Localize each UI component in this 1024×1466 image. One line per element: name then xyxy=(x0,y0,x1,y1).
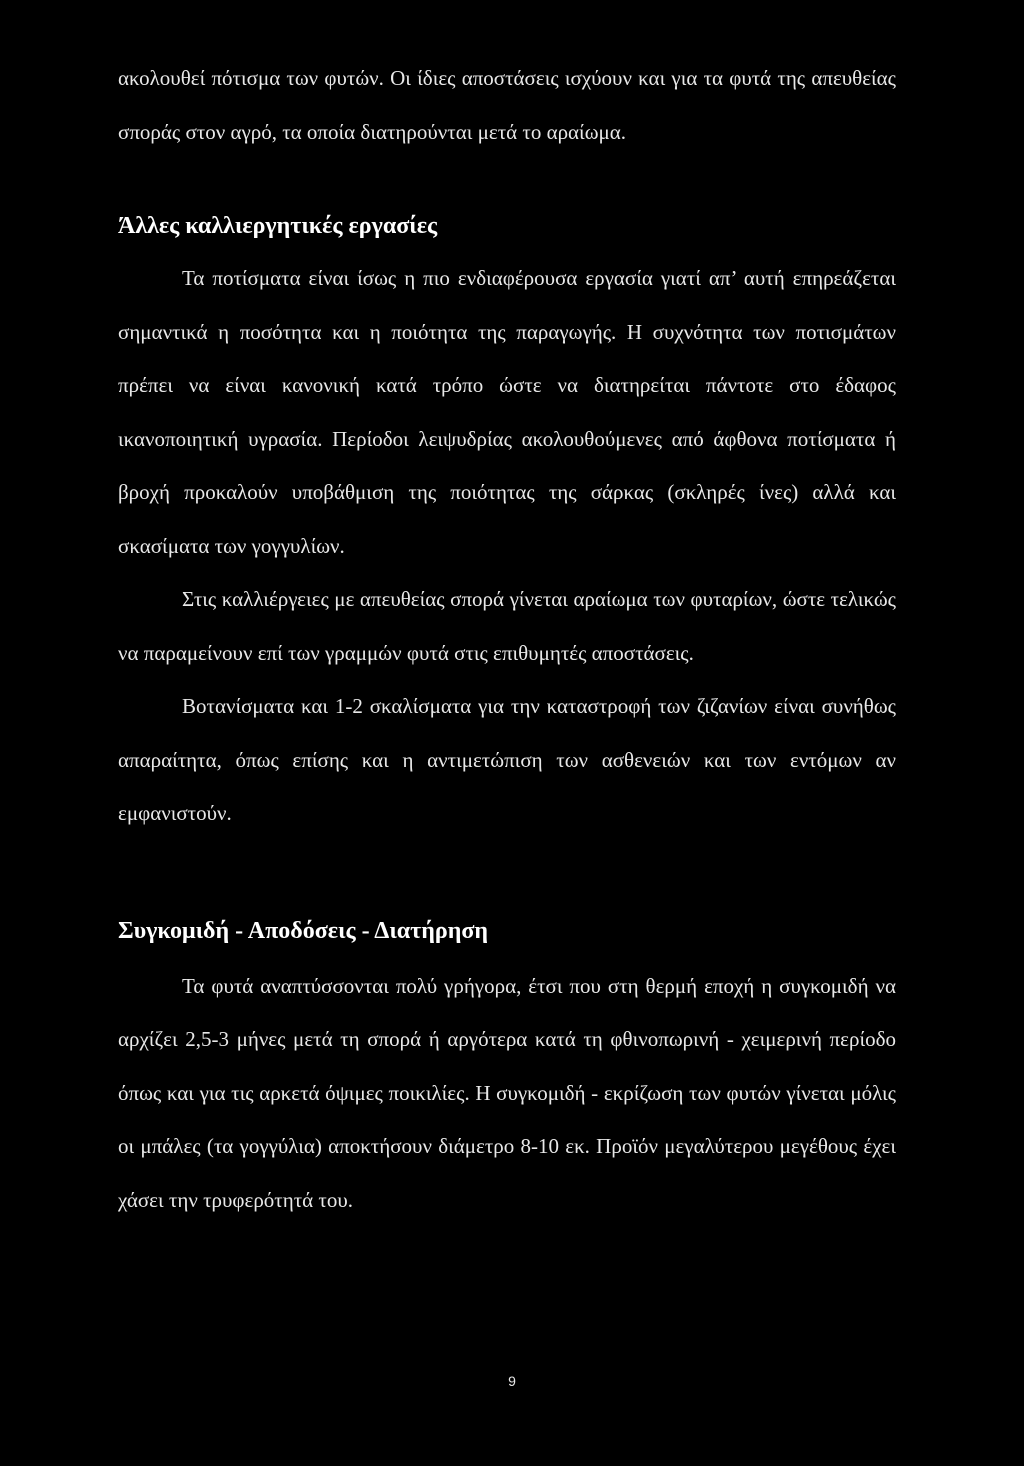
intro-paragraph: ακολουθεί πότισμα των φυτών. Οι ίδιες αποστάσεις ισχύουν και για τα φυτά της απευθείας σποράς στον αγρό, τα οποία διατηρούνται μετά το αραίωμα. xyxy=(118,66,896,144)
paragraph-harvest: Τα φυτά αναπτύσσονται πολύ γρήγορα, έτσι που στη θερμή εποχή η συγκομιδή να αρχίζει 2,5-3 μήνες μετά τη σπορά ή αργότερα κατά τη φθινοπωρινή - χειμερινή περίοδο όπως και για τις αρκετά όψιμες ποικιλίες. Η συγκομιδή - εκρίζωση των φυτών γίνεται μόλις οι μπάλες (τα γογγύλια) αποκτήσουν διάμετρο 8-10 εκ. Προϊόν μεγαλύτερου μεγέθους έχει χάσει την τρυφερότητά του. xyxy=(118,973,896,1212)
page-number: 9 xyxy=(508,1373,516,1389)
paragraph-weeding: Βοτανίσματα και 1-2 σκαλίσματα για την καταστροφή των ζιζανίων είναι συνήθως απαραίτητα, όπως επίσης και η αντιμετώπιση των ασθενειών και των εντόμων αν εμφανιστούν. xyxy=(118,694,896,825)
section-heading-other-cultivation-tasks: Άλλες καλλιεργητικές εργασίες xyxy=(118,213,438,239)
document-page xyxy=(118,52,896,1227)
paragraph-thinning: Στις καλλιέργειες με απευθείας σπορά γίνεται αραίωμα των φυταρίων, ώστε τελικώς να παραμείνουν επί των γραμμών φυτά στις επιθυμητές αποστάσεις. xyxy=(118,587,896,665)
section-heading-harvest-yields-storage: Συγκομιδή - Αποδόσεις - Διατήρηση xyxy=(118,917,489,944)
paragraph-irrigation: Τα ποτίσματα είναι ίσως η πιο ενδιαφέρουσα εργασία γιατί απ’ αυτή επηρεάζεται σημαντικά η ποσότητα και η ποιότητα της παραγωγής. Η συχνότητα των ποτισμάτων πρέπει να είναι κανονική κατά τρόπο ώστε να διατηρείται πάντοτε στο έδαφος ικανοποιητική υγρασία. Περίοδοι λειψυδρίας ακολουθούμενες από άφθονα ποτίσματα ή βροχή προκαλούν υποβάθμιση της ποιότητας της σάρκας (σκληρές ίνες) αλλά και σκασίματα των γογγυλίων. xyxy=(118,266,896,558)
